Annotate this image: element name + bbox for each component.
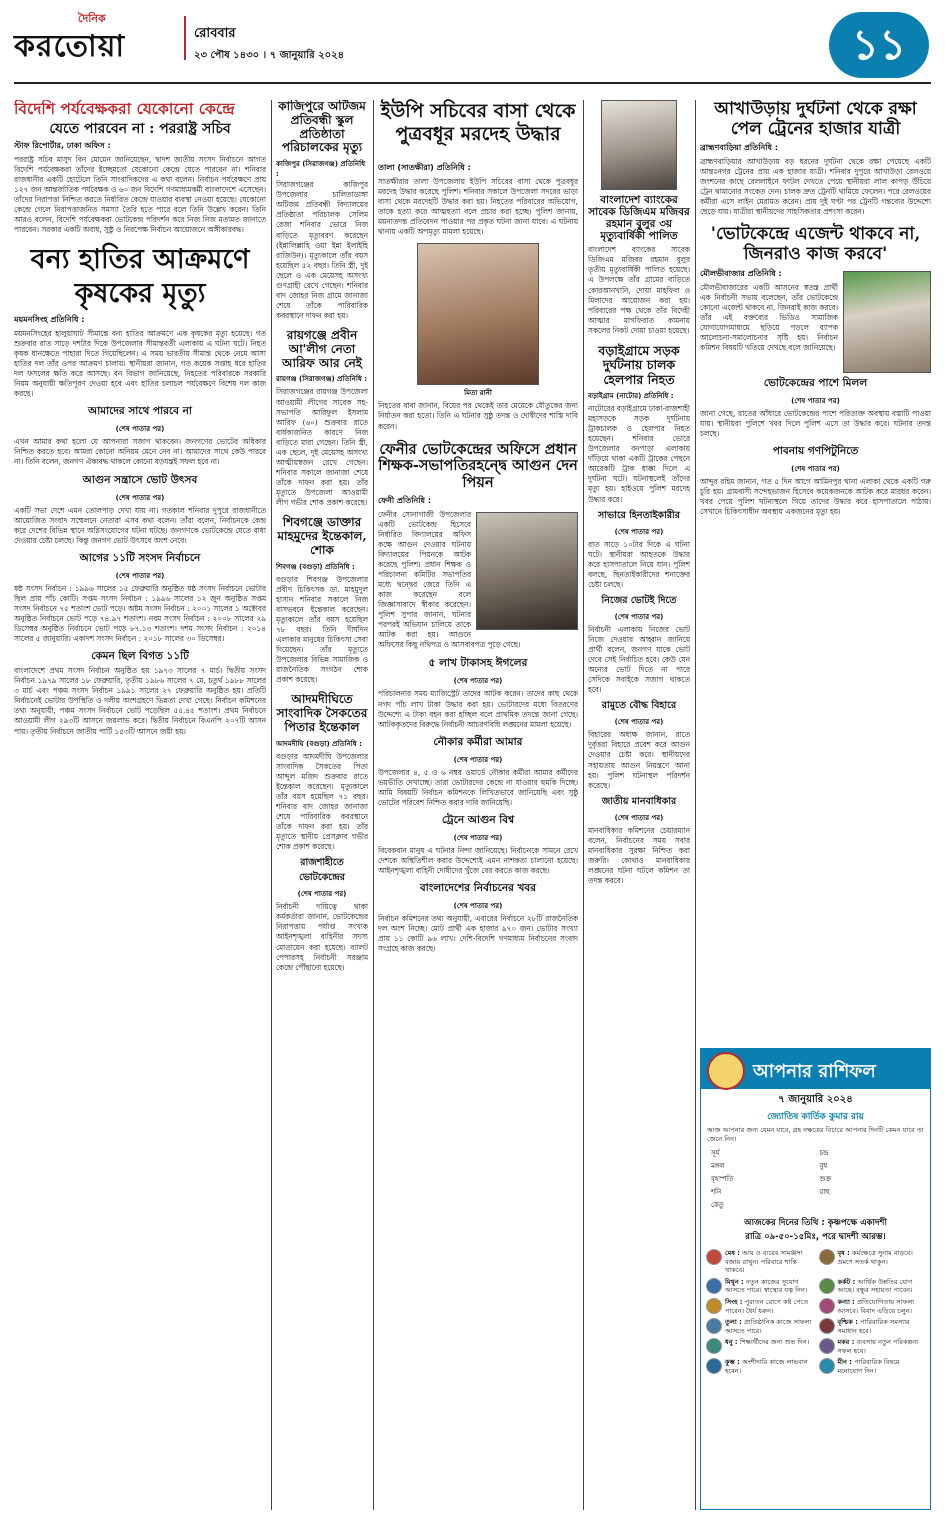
planet-item: রাহু [819,1188,830,1197]
sign-item [819,1249,926,1275]
zodiac-icon [819,1318,835,1334]
body-own-vote: নির্বাচনী এলাকায় নিজের ভোট নিজে দেওয়ার আহ্বান জানিয়ে প্রার্থী বলেন, জনগণ যাকে ভোট দেবে সেই নির্বাচিত হবে। কেউ যেন অন্যের ভোট দিতে না পারে সেদিকে সবাইকে সজাগ থাকতে হবে। [588,624,690,695]
sign-text [725,1298,813,1315]
body-elephant: ময়মনসিংহের হালুয়াঘাট সীমান্তে বন্য হাতির আক্রমণে এক কৃষকের মৃত্যু হয়েছে। গত শুক্রবার রাত সাড়ে দশটার দিকে উপজেলার সীমান্তবর্তী এলাকায় এ ঘটনা ঘটে। নিহত কৃষক ধানক্ষেতে পাহারা দিতে গিয়েছিলেন। এ সময় ভারতীয় সীমান্ত থেকে নেমে আসা হাতির দল তাঁর ওপর আক্রমণ চালায়। স্থানীয়রা জানান, গত কয়েক সপ্তাহ ধরে হাতির দল ফসলের ক্ষতি করে আসছে। বন বিভাগ জানিয়েছে, নিহতের পরিবারকে সরকারি নিয়ম অনুযায়ী ক্ষতিপূরণ দেওয়া হবে এবং হাতির চলাচল পর্যবেক্ষণে বিশেষ দল কাজ করছে। [14,328,266,399]
body-train-fire: বিবেকবান মানুষ এ ঘটনার নিন্দা জানিয়েছে। নির্বাচনকে সামনে রেখে দেশকে অস্থিতিশীল করার উদ্দেশ্যেই এমন নাশকতা চালানো হয়েছে। আইনশৃঙ্খলা বাহিনী দোষীদের খুঁজে বের করতে কাজ করছে। [378,845,578,876]
sign-name: সিংহ : [725,1297,745,1306]
sign-name: মেষ : [725,1249,743,1258]
byline-helper: বড়াইগ্রাম (নাটোর) প্রতিনিধি : [588,391,674,400]
horoscope-wheel-icon [707,1052,745,1090]
sign-text [838,1298,926,1315]
planet-item: শুক্র [819,1175,832,1184]
planet-item: শনি [711,1188,722,1197]
headline-up: ইউপি সচিবের বাসা থেকে পুত্রবধূর মরদেহ উদ্ধার [380,100,576,145]
sign-reading: ব্যবসায় নতুন পরিকল্পনা সফল হবে। [837,1338,919,1355]
planet-item: বৃহস্পতি [711,1175,734,1184]
subhead-pabna: পাবনায় গণপিটুনিতে [772,444,859,457]
sign-item [819,1278,926,1295]
sign-name: বৃষ : [837,1249,853,1258]
body-agent: মৌলভীবাজারের একটি আসনের স্বতন্ত্র প্রার্থী এক নির্বাচনী সভায় বলেছেন, তাঁর ভোটকেন্দ্রে কোনো এজেন্ট থাকবে না, জিনরাই কাজ করবে। তাঁর এই বক্তব্যের ভিডিও সামাজিক যোগাযোগমাধ্যমে ছড়িয়ে পড়লে ব্যাপক আলোচনা-সমালোচনার সৃষ্টি হয়। নির্বাচন কমিশন বিষয়টি খতিয়ে দেখছে বলে জানিয়েছে। [700,282,838,352]
subhead-train-fire-note: (শেষ পাতার পর) [453,833,503,842]
byline-doctor: শিবগঞ্জ (বগুড়া) প্রতিনিধি : [276,562,355,571]
body-akhaura: ব্রাহ্মণবাড়িয়ার আখাউড়ায় বড় ধরনের দুর্ঘটনা থেকে রক্ষা পেয়েছে একটি আন্তঃনগর ট্রেনের প্রায় এক হাজার যাত্রী। শনিবার দুপুরে আখাউড়া রেলওয়ে জংশনের কাছে রেললাইনে ফাটল দেখতে পেয়ে স্থানীয়রা লাল কাপড় উঁচিয়ে ট্রেন থামানোর সংকেত দেন। চালক দ্রুত ট্রেনটি থামিয়ে ফেলেন। পরে রেলওয়ের কর্মীরা এসে লাইন মেরামত করেন। প্রায় দুই ঘণ্টা পর ট্রেনটি গন্তব্যের উদ্দেশ্যে ছেড়ে যায়। যাত্রীরা স্থানীয়দের সাহসিকতার প্রশংসা করেন। [700,157,931,217]
zodiac-icon [706,1338,722,1354]
byline-agent: মৌলভীবাজার প্রতিনিধি : [700,268,782,278]
column-left [14,100,266,1510]
column-obits [276,100,368,1510]
body-found: জানা গেছে, রাতের আঁধারে ভোটকেন্দ্রের পাশে পরিত্যক্ত অবস্থায় বস্তাটি পাওয়া যায়। স্থানীয়রা পুলিশে খবর দিলে পুলিশ এসে তা উদ্ধার করে। ঘটনার তদন্ত চলছে। [700,408,931,438]
body-feni: ফেনীর সোনাগাজী উপজেলার একটি ভোটকেন্দ্র হিসেবে নির্ধারিত বিদ্যালয়ের অফিস কক্ষে আগুন দেওয়ার ঘটনায় বিদ্যালয়ের পিয়নকে আটক করেছে পুলিশ। প্রধান শিক্ষক ও পরিচালনা কমিটির সভাপতির মধ্যে দ্বন্দ্বের জেরে তিনি এ কাজ করেছেন বলে জিজ্ঞাসাবাদে স্বীকার করেছেন। পুলিশ সুপার জানান, ঘটনার পরপরই অভিযান চালিয়ে তাকে আটক করা হয়। আগুনে অফিসের কিছু নথিপত্র ও আসবাবপত্র পুড়ে গেছে। [378,509,521,650]
sign-item [706,1318,813,1335]
horoscope-box [700,1048,931,1510]
subhead-pabna-note: (শেষ পাতার পর) [791,464,840,473]
masthead [14,8,931,90]
subhead-11th-note: (শেষ পাতার পর) [115,571,165,580]
sign-name: বৃশ্চিক : [837,1318,861,1327]
subhead-rights-note: (শেষ পাতার পর) [614,813,664,822]
zodiac-icon [819,1278,835,1294]
body-savar: রাত সাড়ে ১০টার দিকে এ ঘটনা ঘটে। স্থানীয়রা আহতকে উদ্ধার করে হাসপাতালে নিয়ে যান। পুলিশ বলছে, ছিনতাইকারীদের শনাক্তের চেষ্টা চলছে। [588,539,690,589]
headline-akhaura: আখাউড়ায় দুর্ঘটনা থেকে রক্ষা পেল ট্রেনের হাজার যাত্রী [714,100,917,139]
masthead-prefix: দৈনিক [78,12,106,25]
photo-obituary [601,100,677,190]
zodiac-icon [819,1298,835,1314]
zodiac-icon [819,1358,835,1374]
body-doctor: বগুড়ার শিবগঞ্জ উপজেলার প্রবীণ চিকিৎসক ডা. মাহমুদুল হাসান শনিবার সকালে নিজ বাসভবনে ইন্তেকাল করেছেন। মৃত্যুকালে তাঁর বয়স হয়েছিল ৭৮ বছর। তিনি দীর্ঘদিন এলাকার মানুষের চিকিৎসা সেবা দিয়েছেন। তাঁর মৃত্যুতে উপজেলার বিভিন্ন সামাজিক ও রাজনৈতিক সংগঠন শোক প্রকাশ করেছে। [276,574,368,685]
headline-helper: বড়াইগ্রামে সড়ক দুর্ঘটনায় চালক হেলপার নিহত [598,342,680,387]
horoscope-intro: আজ আপনার জন্য যেমন যাবে, গ্রহ নক্ষত্রের বিচারে আপনার দিনটি কেমন যাবে তা জেনে নিন। [707,1126,924,1143]
subhead-found-note: (শেষ পাতার পর) [791,396,840,405]
sign-text [838,1278,926,1295]
body-arson: একটি সভা দেশে এমন তোলপাড় দেখা যায় না। গতকাল শনিবার দুপুরে রাজধানীতে আয়োজিত সংবাদ সম্মেলনে নেতারা এসব কথা বলেন। তাঁরা বলেন, নির্বাচনকে কেন্দ্র করে দেশের বিভিন্ন স্থানে অগ্নিসংযোগের ঘটনা ঘটছে। জনগণকে ভোটকেন্দ্রে যেতে বাধা দেওয়ার চেষ্টা চলছে। কিন্তু জনগণ ভোট উৎসবে অংশ নেবে। [14,505,266,545]
masthead-logo: করতোয়া [14,29,126,64]
byline-observers: স্টাফ রিপোর্টার, ঢাকা অফিস : [14,140,111,150]
page-number: ১১ [851,20,907,69]
sign-item [706,1298,813,1315]
sign-item [819,1298,926,1315]
sign-reading: অংশীদারি কাজে লাভবান হবেন। [725,1358,808,1375]
horoscope-header [701,1049,930,1089]
zodiac-icon [819,1249,835,1265]
byline-feni: ফেনী প্রতিনিধি : [378,495,432,505]
zodiac-icon [819,1338,835,1354]
sign-reading: কর্মক্ষেত্রে সুনাম বাড়বে। ভ্রমণে সতর্ক থাকুন। [837,1249,913,1266]
sign-name: কুম্ভ : [725,1358,743,1367]
headline-kaji: কাজিপুরে অটিজম প্রতিবন্ধী স্কুল প্রতিষ্ঠাতা পরিচালকের মৃত্যু [278,100,366,155]
sign-reading: নতুন কাজের সুযোগ আসতে পারে। স্বাস্থ্যের যত্ন নিন। [725,1277,808,1295]
subhead-11th: আগের ১১টি সংসদ নির্বাচনে [79,551,201,564]
body-observers: পররাষ্ট্র সচিব মাসুদ বিন মোমেন জানিয়েছেন, দ্বাদশ জাতীয় সংসদ নির্বাচনে আগত বিদেশি পর্যবেক্ষকরা তাঁদের ইচ্ছেমতো যেকোনো কেন্দ্রে যেতে পারবেন না। শনিবার রাজধানীর একটি হোটেলে তিনি সাংবাদিকদের এ কথা বলেন। নির্বাচন পর্যবেক্ষণে প্রায় ১২৭ জন আন্তর্জাতিক পর্যবেক্ষক ও ৬০ জন বিদেশি গণমাধ্যমকর্মী বাংলাদেশে এসেছেন। তাঁদের নিরাপত্তা নিশ্চিত করতে নির্ধারিত কেন্দ্রে যাওয়ার ব্যবস্থা নেওয়া হয়েছে। যেকোনো কেন্দ্রে গেলে নিরাপত্তাজনিত সমস্যা তৈরি হতে পারে বলে তিনি উল্লেখ করেন। তিনি আরও বলেন, বিদেশি পর্যবেক্ষকরা ভোটকেন্দ্র পরিদর্শন করে নিজ নিজ মতামত জানাতে পারবেন। সরকার একটি অবাধ, সুষ্ঠু ও নিরপেক্ষ নির্বাচন আয়োজনে অঙ্গীকারবদ্ধ। [14,154,266,235]
sign-text [725,1318,813,1335]
subhead-news-note: (শেষ পাতার পর) [453,902,503,911]
column-rule-3 [583,100,584,1510]
zodiac-icon [706,1278,722,1294]
body-ramu: বিহারের অধ্যক্ষ জানান, রাতে দুর্বৃত্তরা বিহারে প্রবেশ করে আগুন দেওয়ার চেষ্টা করে। স্থানীয়দের সহায়তায় আগুন নিয়ন্ত্রণে আনা হয়। পুলিশ ঘটনাস্থল পরিদর্শন করেছে। [588,730,690,790]
photo-candidate [843,271,931,373]
headline-obituary: বাংলাদেশ ব্যাংকের সাবেক ডিজিএম মজিবর রহমান বুলুর ৩য় মৃত্যুবার্ষিকী পালিত [588,194,690,243]
sign-text [725,1278,813,1295]
byline-elephant: ময়মনসিংহ প্রতিনিধি : [14,314,85,324]
body-worker: উপজেলার ৪, ৫ ও ৬ নম্বর ওয়ার্ডে নৌকার কর্মীরা আমার কর্মীদের ভয়ভীতি দেখাচ্ছে। তারা ভোটারদের কেন্দ্রে না যাওয়ার হুমকি দিচ্ছে। আমি বিষয়টি নির্বাচন কমিশনকে লিখিতভাবে জানিয়েছি এবং সুষ্ঠু ভোটের পরিবেশ নিশ্চিত করার দাবি জানিয়েছি। [378,767,578,807]
sign-text [838,1249,926,1275]
headline-elephant: বন্য হাতির আক্রমণে কৃষকের মৃত্যু [30,244,250,310]
sign-name: মকর : [837,1338,857,1347]
sign-reading: পারিবারিক বিষয়ে মনোযোগ দিন। [837,1358,900,1375]
photo-victim-caption: মিতা রানী [464,389,492,398]
body-up: সাতক্ষীরার তালা উপজেলায় ইউপি সচিবের বাসা থেকে পুত্রবধূর মরদেহ উদ্ধার করেছে পুলিশ। শনিবার সকালে উপজেলা সদরের ভাড়া বাসা থেকে মরদেহটি উদ্ধার করা হয়। নিহতের পরিবারের অভিযোগ, তাকে হত্যা করে আত্মহত্যা বলে প্রচার করা হচ্ছে। পুলিশ জানায়, ময়নাতদন্ত প্রতিবেদন পাওয়ার পর প্রকৃত ঘটনা জানা যাবে। এ ঘটনায় থানায় একটি অপমৃত্যু মামলা হয়েছে। [378,177,578,237]
planet-item: মঙ্গল [711,1162,725,1171]
body-pabna: আব্দুর রহিম জানান, গত ৫ দিন আগে আমিনপুর থানা এলাকা থেকে একটি গরু চুরি হয়। গ্রামবাসী সন্দেহভাজন হিসেবে কয়েকজনকে আটক করে মারধর করেন। খবর পেয়ে পুলিশ ঘটনাস্থলে গিয়ে তাদের উদ্ধার করে হাসপাতালে পাঠায়। সেখানে চিকিৎসাধীন অবস্থায় একজনের মৃত্যু হয়। [700,476,931,516]
column-middle-right [588,100,690,1510]
subhead-worker: নৌকার কর্মীরা আমার [433,735,523,748]
subhead-found: ভোটকেন্দ্রের পাশে মিলল [763,376,868,389]
headline-doctor: শিবগঞ্জে ডাক্তার মাহমুদের ইন্তেকাল, শোক [277,515,367,557]
body-with-us: এখন আমার কথা হলো যে আপনারা সজাগ থাকবেন। জনগণের ভোটের অধিকার নিশ্চিত করতে হবে। আমরা কোনো অনিয়ম মেনে নেব না। আমাদের সাথে কেউ পারবে না। তিনি বলেন, জনগণ ঐক্যবদ্ধ থাকলে কোনো ষড়যন্ত্রই সফল হবে না। [14,437,266,467]
subhead-ramu-note: (শেষ পাতার পর) [614,718,664,727]
subhead-how: কেমন ছিল বিগত ১১টি [91,650,189,663]
body-rajshahi: নির্বাচনী দায়িত্বে থাকা কর্মকর্তারা জানান, ভোটকেন্দ্রের নিরাপত্তায় পর্যাপ্ত সংখ্যক আইনশৃঙ্খলা বাহিনীর সদস্য মোতায়েন করা হয়েছে। ব্যালট পেপারসহ নির্বাচনী সরঞ্জাম কেন্দ্রে পৌঁছানো হয়েছে। [276,902,368,972]
column-up [378,160,578,1510]
zodiac-icon [706,1358,722,1374]
subhead-news: বাংলাদেশের নির্বাচনের খবর [419,882,537,895]
planet-item: চন্দ্র [819,1149,829,1158]
subhead-arson: আগুন সন্ত্রাসে ভোট উৎসব [82,473,198,486]
planet-grid [701,1145,930,1213]
masthead-divider [184,16,186,60]
sign-item [819,1318,926,1335]
headline-observers-2: যেতে পারবেন না : পররাষ্ট্র সচিব [49,120,231,137]
body-adamdighi: বগুড়ার আদমদীঘি উপজেলার সাংবাদিক সৈকতের পিতা আব্দুল মজিদ শুক্রবার রাতে ইন্তেকাল করেছেন। মৃত্যুকালে তাঁর বয়স হয়েছিল ৭১ বছর। শনিবার বাদ জোহর জানাজা শেষে পারিবারিক কবরস্থানে তাঁকে দাফন করা হয়। তাঁর মৃত্যুতে স্থানীয় প্রেসক্লাব গভীর শোক প্রকাশ করেছে। [276,751,368,852]
subhead-arson-note: (শেষ পাতার পর) [115,493,165,502]
subhead-rights: জাতীয় মানবাধিকার [601,795,677,807]
sign-item [819,1358,926,1375]
sign-text [725,1358,813,1375]
masthead-date: ২৩ পৌষ ১৪৩০ । ৭ জানুয়ারি ২০২৪ [194,50,345,61]
sign-reading: প্রতিযোগিতায় সাফল্য আসবে। বিবাদ এড়িয়ে চলুন। [837,1297,915,1315]
body-obituary: বাংলাদেশ ব্যাংকের সাবেক ডিজিএম মজিবর রহমান বুলুর তৃতীয় মৃত্যুবার্ষিকী পালিত হয়েছে। এ উপলক্ষে তাঁর গ্রামের বাড়িতে কোরআনখানি, দোয়া মাহফিল ও মিলাদের আয়োজন করা হয়। পরিবারের পক্ষ থেকে তাঁর বিদেহী আত্মার মাগফিরাত কামনায় সকলের নিকট দোয়া চাওয়া হয়েছে। [588,245,690,335]
sign-reading: আয় ও ব্যয়ের সামঞ্জস্য বজায় রাখুন। পরিবারে শান্তি থাকবে। [725,1249,803,1275]
zodiac-icon [706,1249,722,1265]
sign-reading: শিক্ষার্থীদের জন্য শুভ দিন। [739,1338,810,1347]
sign-item [706,1358,813,1375]
body-rights: মানবাধিকার কমিশনের চেয়ারম্যান বলেন, নির্বাচনের সময় সবার মানবাধিকার সুরক্ষা নিশ্চিত করা জরুরি। কোথাও মানবাধিকার লঙ্ঘনের ঘটনা ঘটলে কমিশন তা তদন্ত করবে। [588,825,690,885]
page-number-badge [829,12,929,78]
body-five-lakh: পরিচালনার সময় ম্যাজিস্ট্রেট তাদের আটক করেন। তাদের কাছ থেকে নগদ পাঁচ লাখ টাকা উদ্ধার করা হয়। ভোটারদের মধ্যে বিতরণের উদ্দেশ্যে এ টাকা বহন করা হচ্ছিল বলে প্রাথমিক তদন্তে জানা গেছে। আটককৃতদের বিরুদ্ধে নির্বাচনী আচরণবিধি লঙ্ঘনের মামলা হয়েছে। [378,689,578,729]
sign-name: কন্যা : [837,1297,858,1306]
subhead-rajshahi: রাজশাহীতে ভোটকেন্দ্রের [298,857,346,884]
subhead-own-vote-note: (শেষ পাতার পর) [614,612,664,621]
photo-victim [417,243,539,385]
byline-kaji: কাজিপুর (সিরাজগঞ্জ) প্রতিনিধি : [276,160,365,179]
headline-feni: ফেনীর ভোটকেন্দ্রের অফিসে প্রধান শিক্ষক-সভাপতিরহন্দ্বে আগুন দেন পিয়ন [378,440,578,491]
subhead-train-fire: ট্রেনে আগুন বিশ্ব [441,813,515,826]
sign-reading: পারিবারিক সমস্যার সমাধান হবে। [837,1318,910,1335]
sign-text [725,1249,813,1275]
body-how: বাংলাদেশে প্রথম সংসদ নির্বাচন অনুষ্ঠিত হয় ১৯৭৩ সালের ৭ মার্চ। দ্বিতীয় সংসদ নির্বাচন ১৯৭৯ সালের ১৮ ফেব্রুয়ারি, তৃতীয় ১৯৮৬ সালের ৭ মে, চতুর্থ ১৯৮৮ সালের ৩ মার্চ এবং পঞ্চম সংসদ নির্বাচন ১৯৯১ সালের ২৭ ফেব্রুয়ারি অনুষ্ঠিত হয়। প্রতিটি নির্বাচনেই ভোটার উপস্থিতি ও দলীয় অংশগ্রহণে ভিন্নতা দেখা গেছে। নির্বাচন কমিশনের তথ্য অনুযায়ী, পঞ্চম সংসদ নির্বাচনে ভোট পড়েছিল ৫৫.৪৫ শতাংশ। প্রথম নির্বাচনে আওয়ামী লীগ ২৯৩টি আসনে জয়লাভ করে। দ্বিতীয় নির্বাচনে বিএনপি ২০৭টি আসন পায়। তৃতীয় নির্বাচনে জাতীয় পার্টি ১৫৩টি আসনে জয়ী হয়। [14,666,266,736]
body-kaji: সিরাজগঞ্জের কাজিপুর উপজেলার চালিতাডাঙ্গা অটিজম প্রতিবন্ধী বিদ্যালয়ের প্রতিষ্ঠাতা পরিচালক সেলিম রেজা শনিবার ভোরে নিজ বাড়িতে মৃত্যুবরণ করেছেন (ইন্নালিল্লাহি ওয়া ইন্না ইলাইহি রাজিউন)। মৃত্যুকালে তাঁর বয়স হয়েছিল ৫২ বছর। তিনি স্ত্রী, দুই ছেলে ও এক মেয়েসহ অসংখ্য গুণগ্রাহী রেখে গেছেন। শনিবার বাদ জোহর নিজ গ্রামে জানাজা শেষে তাঁকে পারিবারিক কবরস্থানে দাফন করা হয়। [276,180,368,320]
column-rule-4 [695,100,696,1510]
subhead-savar: সাভারে হিনতাইকারীর [598,509,680,521]
sign-name: ধনু : [725,1338,740,1347]
byline-up: তালা (সাতক্ষীরা) প্রতিনিধি : [378,163,471,172]
column-rule-1 [271,100,272,1510]
horoscope-tithi: আজকের দিনের তিথি : কৃষ্ণপক্ষে একাদশী [744,1218,887,1229]
body-up-2: নিহতের বাবা জানান, বিয়ের পর থেকেই তার মেয়েকে যৌতুকের জন্য নির্যাতন করা হতো। তিনি এ ঘটনার সুষ্ঠু তদন্ত ও দোষীদের শাস্তি দাবি করেন। [378,401,578,431]
zodiac-icon [706,1298,722,1314]
sign-name: তুলা : [725,1318,745,1327]
horoscope-date: ৭ জানুয়ারি ২০২৪ [778,1094,853,1105]
sign-text [838,1358,926,1375]
sign-text [725,1338,809,1355]
sign-item [819,1338,926,1355]
body-helper: নাটোরের বড়াইগ্রামে ঢাকা-রাজশাহী মহাসড়কে সড়ক দুর্ঘটনায় ট্রাকচালক ও হেলপার নিহত হয়েছেন। শনিবার ভোরে উপজেলার বনপাড়া এলাকায় দাঁড়িয়ে থাকা একটি ট্রাকের পেছনে আরেকটি ট্রাক ধাক্কা দিলে এ দুর্ঘটনা ঘটে। ঘটনাস্থলেই তাঁদের মৃত্যু হয়। হাইওয়ে পুলিশ মরদেহ উদ্ধার করে। [588,403,690,504]
subhead-with-us-note: (শেষ পাতার পর) [115,425,165,434]
body-11th: ষষ্ঠ সংসদ নির্বাচন : ১৯৯৬ সালের ১৫ ফেব্রুয়ারি অনুষ্ঠিত ষষ্ঠ সংসদ নির্বাচনে ভোটার ছিল প্রায় পাঁচ কোটি। সপ্তম সংসদ নির্বাচন : ১৯৯৬ সালের ১২ জুন অনুষ্ঠিত সপ্তম সংসদ নির্বাচনে ৭৫ শতাংশ ভোট পড়ে। অষ্টম সংসদ নির্বাচন : ২০০১ সালের ১ অক্টোবর অনুষ্ঠিত নির্বাচনে ভোট পড়ে ৭৪.৯৭ শতাংশ। নবম সংসদ নির্বাচন : ২০০৮ সালের ২৯ ডিসেম্বর অনুষ্ঠিত নির্বাচনে ভোট পড়ে ৮৭.১৩ শতাংশ। দশম সংসদ নির্বাচন : ২০১৪ সালের ৫ জানুয়ারি। একাদশ সংসদ নির্বাচন : ২০১৮ সালের ৩০ ডিসেম্বর। [14,583,266,644]
planet-item: কেতু [711,1201,724,1210]
sign-grid [701,1247,930,1380]
sign-reading: পুরাতন রোগে কষ্ট পেতে পারেন। ধৈর্য ধরুন। [725,1297,809,1315]
headline-observers-1: বিদেশি পর্যবেক্ষকরা যেকোনো কেন্দ্রে [14,100,235,118]
body-arif: সিরাজগঞ্জের রায়গঞ্জ উপজেলা আওয়ামী লীগের সাবেক সহ-সভাপতি আরিফুল ইসলাম আরিফ (৬০) শুক্রবার রাতে বার্ধক্যজনিত কারণে নিজ বাড়িতে মারা গেছেন। তিনি স্ত্রী, এক ছেলে, দুই মেয়েসহ অসংখ্য আত্মীয়স্বজন রেখে গেছেন। শনিবার সকালে জানাজা শেষে তাঁকে দাফন করা হয়। তাঁর মৃত্যুতে উপজেলা আওয়ামী লীগ গভীর শোক প্রকাশ করেছে। [276,387,368,508]
byline-adamdighi: আদমদীঘি (বগুড়া) প্রতিনিধি : [276,739,362,748]
subhead-with-us: আমাদের সাথে পারবে না [88,405,192,418]
sign-name: কর্কট : [837,1277,858,1286]
horoscope-title: আপনার রাশিফল [753,1061,876,1082]
sign-name: মীন : [837,1358,855,1367]
subhead-savar-note: (শেষ পাতার পর) [614,527,664,536]
zodiac-icon [706,1318,722,1334]
sign-item [706,1338,813,1355]
masthead-day: রোববার [194,26,236,41]
sign-item [706,1278,813,1295]
sign-text [838,1318,926,1335]
byline-arif: রায়গঞ্জ (সিরাজগঞ্জ) প্রতিনিধি : [276,375,368,384]
headline-adamdighi: আদমদীঘিতে সাংবাদিক সৈকতের পিতার ইন্তেকাল [276,692,368,734]
headline-arif: রায়গঞ্জে প্রবীন আ'লীগ নেতা আরিফ আর নেই [281,328,363,370]
byline-akhaura: ব্রাহ্মণবাড়িয়া প্রতিনিধি : [700,143,779,153]
sign-item [706,1249,813,1275]
subhead-rajshahi-note: (শেষ পাতার পর) [297,890,347,899]
body-news: নির্বাচন কমিশনের তথ্য অনুযায়ী, এবারের নির্বাচনে ২৮টি রাজনৈতিক দল অংশ নিচ্ছে। মোট প্রার্থী এক হাজার ৯৭০ জন। ভোটার সংখ্যা প্রায় ১১ কোটি ৯৬ লাখ। দেশি-বিদেশি গণমাধ্যম নির্বাচনের সংবাদ সংগ্রহে কাজ করছে। [378,914,578,954]
subhead-worker-note: (শেষ পাতার পর) [453,755,503,764]
planet-item: বুধ [819,1162,828,1171]
subhead-own-vote: নিজের ভোটই দিতে [601,594,677,606]
photo-peon [476,512,578,630]
horoscope-astrologer: জ্যোতিষ কার্তিক কুমার রায় [767,1112,864,1122]
subhead-five-lakh: ৫ লাখ টাকাসহ ঈগলের [428,657,528,670]
masthead-rule [14,82,931,84]
subhead-five-lakh-note: (শেষ পাতার পর) [453,677,503,686]
sign-reading: প্রাতিষ্ঠানিক কাজে সাফল্য আসতে পারে। [725,1318,812,1335]
subhead-ramu: রামুতে বৌদ্ধ বিহারে [601,700,677,712]
horoscope-tithi-2: রাত্রি ০৯-৫০-১৫মিঃ, পরে দ্বাদশী আরম্ভ। [745,1232,886,1243]
headline-agent: 'ভোটকেন্দ্রে এজেন্ট থাকবে না, জিনরাও কাজ করবে' [710,224,921,265]
planet-item: সূর্য [711,1149,720,1158]
column-rule-2 [373,100,374,1510]
sign-reading: আর্থিক উন্নতির যোগ আছে। বন্ধুর সহায়তা পাবেন। [837,1277,913,1295]
sign-text [838,1338,926,1355]
sign-name: মিথুন : [725,1277,746,1286]
